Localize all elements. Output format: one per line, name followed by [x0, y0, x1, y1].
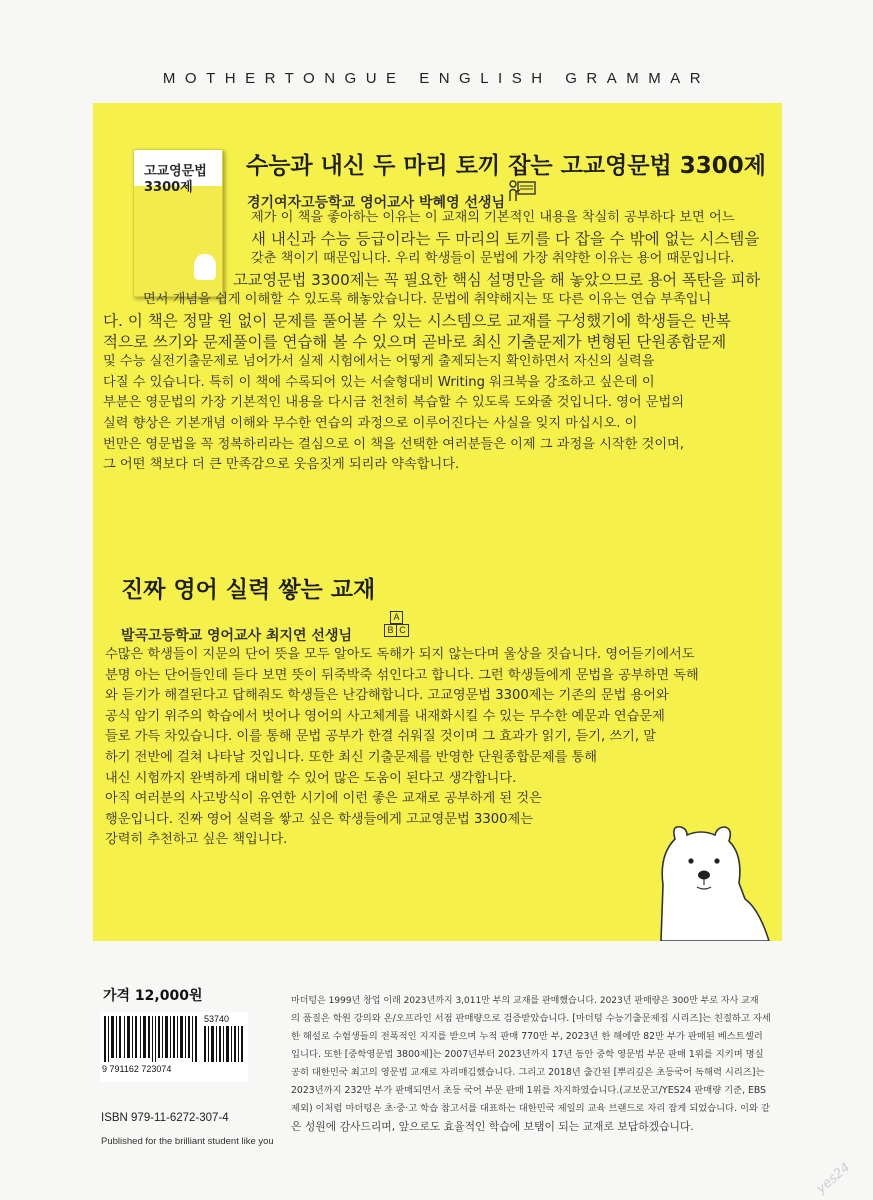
barcode-addon: 53740: [204, 1014, 230, 1024]
review2-line: 아직 여러분의 사고방식이 유연한 시기에 이런 좋은 교재로 공부하게 된 것은: [105, 791, 542, 807]
abc-block-a: A: [390, 611, 403, 624]
abc-block-c: C: [396, 624, 409, 637]
review2-line: 와 듣기가 해결된다고 답해줘도 학생들은 난감해합니다. 고교영문법 3300제는 기존의 문법 용어와: [105, 688, 669, 704]
publisher-line: 한 해설로 수험생들의 전폭적인 지지를 받으며 누적 판매 770만 부, 2023년 한 해에만 82만 부가 판매된 베스트셀러: [291, 1031, 763, 1042]
review1-line: 새 내신과 수능 등급이라는 두 마리의 토끼를 다 잡을 수 밖에 없는 시스템을: [251, 229, 760, 248]
review2-line: 분명 아는 단어들인데 듣다 보면 뜻이 뒤죽박죽 섞인다고 합니다. 그런 학생들에게 문법을 공부하면 독해: [105, 667, 699, 683]
publisher-line: 은 성원에 감사드리며, 앞으로도 효율적인 학습에 보탬이 되는 교재로 보답하겠습니다.: [291, 1120, 694, 1133]
polar-bear-illustration: [641, 815, 771, 941]
book-cover-title: [144, 164, 207, 196]
barcode: [100, 1012, 248, 1082]
abc-block-b: B: [384, 624, 397, 637]
publisher-line: 마더텅은 1999년 창업 이래 2023년까지 3,011만 부의 교재를 판매했습니다. 2023년 판매량은 300만 부로 자사 교재: [291, 996, 759, 1006]
review2-line: 공식 암기 위주의 학습에서 벗어나 영어의 사고체계를 내재화시킬 수 있는 무수한 예문과 연습문제: [105, 708, 665, 724]
barcode-number: 9 791162 723074: [102, 1064, 172, 1074]
review1-line: 및 수능 실전기출문제로 넘어가서 실제 시험에서는 어떻게 출제되는지 확인하면서 자신의 실력을: [103, 354, 655, 370]
review1-line: 그 어떤 책보다 더 큰 만족감으로 웃음짓게 되리라 약속합니다.: [103, 457, 460, 473]
review1-line: 적으로 쓰기와 문제풀이를 연습해 볼 수 있으며 곧바로 최신 기출문제가 변형된 단원종합문제: [103, 332, 727, 351]
publisher-description: [291, 992, 771, 1136]
publisher-line: 공히 대한민국 최고의 영문법 교재로 자리매김했습니다. 그리고 2018년 출간된 [뿌리깊은 초등국어 독해력 시리즈]는: [291, 1067, 765, 1078]
book-cover-title-line2: 3300제: [144, 180, 193, 195]
publisher-line: 제외) 이처럼 마더텅은 초·중·고 학습 참고서를 대표하는 대한민국 제일의 교육 브랜드로 자리 잡게 되었습니다. 이와 같: [291, 1103, 770, 1114]
review2-author: 발곡고등학교 영어교사 최지연 선생님: [121, 628, 353, 644]
review1-line: 갖춘 책이기 때문입니다. 우리 학생들이 문법에 가장 취약한 이유는 용어 때문입니다.: [251, 251, 735, 267]
review1-line: 다. 이 책은 정말 원 없이 문제를 풀어볼 수 있는 시스템으로 교재를 구성했기에 학생들은 반복: [103, 311, 731, 330]
review1-line: 실력 향상은 기본개념 이해와 무수한 연습의 과정으로 이루어진다는 사실을 잊지 마십시오. 이: [103, 415, 638, 431]
review1-line: 다질 수 있습니다. 특히 이 책에 수록되어 있는 서술형대비 Writing 워크북을 강조하고 싶은데 이: [103, 374, 655, 390]
review2-line: 수많은 학생들이 지문의 단어 뜻을 모두 알아도 독해가 되지 않는다며 울상을 짓습니다. 영어듣기에서도: [105, 647, 695, 662]
review1-author: 경기여자고등학교 영어교사 박혜영 선생님: [247, 195, 506, 211]
review1-heading: 수능과 내신 두 마리 토끼 잡는 고교영문법 3300제: [246, 153, 766, 179]
watermark: yes24: [813, 1160, 854, 1197]
review1-line: 제가 이 책을 좋아하는 이유는 이 교재의 기본적인 내용을 착실히 공부하다 보면 어느: [251, 210, 735, 225]
review2-line: 하기 전반에 걸쳐 나타날 것입니다. 또한 최신 기출문제를 반영한 단원종합문제를 통해: [105, 749, 597, 765]
publisher-tagline: Published for the brilliant student like you: [101, 1136, 274, 1147]
review2-line: 들로 가득 차있습니다. 이를 통해 문법 공부가 한결 쉬워질 것이며 그 효과가 읽기, 듣기, 쓰기, 말: [105, 729, 656, 745]
review1-line: 면서 개념을 쉽게 이해할 수 있도록 해놓았습니다. 문법에 취약해지는 또 다른 이유는 연습 부족입니: [143, 292, 712, 308]
book-cover-title-line1: 고교영문법: [144, 164, 207, 179]
review2-heading: 진짜 영어 실력 쌓는 교재: [121, 577, 376, 603]
review1-line: 고교영문법 3300제는 꼭 필요한 핵심 설명만을 해 놓았으므로 용어 폭탄을 피하: [233, 270, 761, 289]
review1-line: 부분은 영문법의 가장 기본적인 내용을 다시금 천천히 복습할 수 있도록 도와줄 것입니다. 영어 문법의: [103, 395, 684, 411]
review2-line: 강력히 추천하고 싶은 책입니다.: [105, 832, 288, 848]
review2-line: 내신 시험까지 완벽하게 대비할 수 있어 많은 도움이 된다고 생각합니다.: [105, 770, 517, 786]
review1-line: 번만은 영문법을 꼭 정복하리라는 결심으로 이 책을 선택한 여러분들은 이제 그 과정을 시작한 것이며,: [103, 436, 684, 452]
series-title: MOTHERTONGUE ENGLISH GRAMMAR: [162, 70, 711, 87]
review1-body: [103, 208, 769, 476]
review2-line: 행운입니다. 진짜 영어 실력을 쌓고 싶은 학생들에게 고교영문법 3300제는: [105, 811, 533, 827]
publisher-line: 입니다. 또한 [중학영문법 3800제]는 2007년부터 2023년까지 17년 동안 중학 영문법 부문 판매 1위를 지키며 명실: [291, 1049, 764, 1060]
price-label: 가격 12,000원: [103, 988, 203, 1004]
publisher-line: 의 품질은 학원 강의와 온/오프라인 서점 판매량으로 검증받았습니다. [마더텅 수능기출문제집 시리즈]는 친절하고 자세: [291, 1013, 771, 1024]
publisher-line: 2023년까지 232만 부가 판매되면서 초등 국어 부문 판매 1위를 차지하였습니다.(교보문고/YES24 판매량 기준, EBS: [291, 1085, 767, 1096]
isbn-label: ISBN 979-11-6272-307-4: [101, 1112, 229, 1124]
teacher-board-icon: [508, 179, 536, 203]
review-panel: [93, 103, 782, 941]
barcode-bars: [100, 1012, 248, 1082]
